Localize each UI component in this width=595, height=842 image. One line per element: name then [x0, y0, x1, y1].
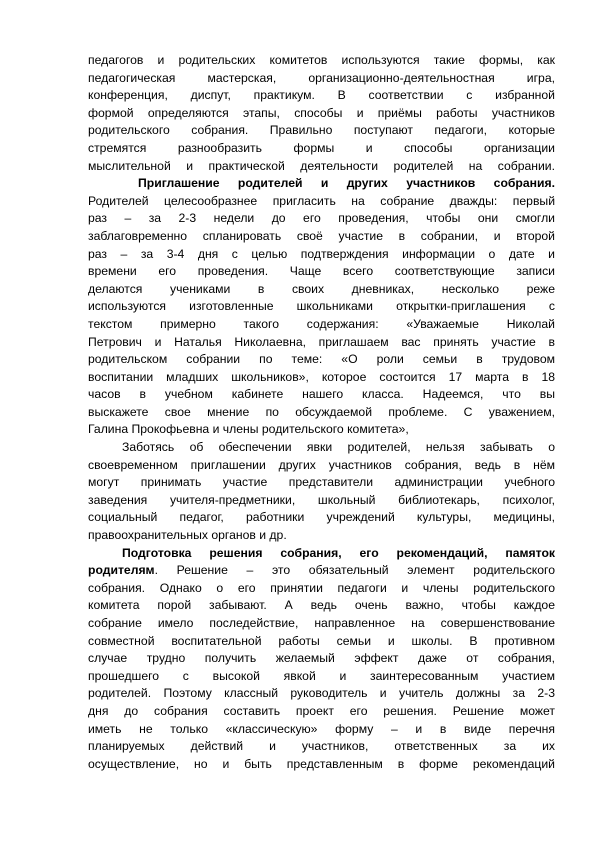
text-line: планируемых действий и участников, ответственных за их — [88, 739, 555, 754]
text-line: делаются учениками в своих дневниках, несколько реже — [88, 281, 555, 296]
text-line: раз – за 3-4 дня с целью подтверждения информации о дате и — [88, 246, 555, 261]
text-line: дня до собрания составить проект его решения. Решение может — [88, 703, 555, 718]
text-line: своевременном приглашении других участников собрания, ведь в нём — [88, 457, 555, 472]
paragraph-start-line: Заботясь об обеспечении явки родителей, нельзя забывать о — [122, 440, 555, 455]
document-page — [88, 52, 555, 773]
text-line: могут принимать участие представители администрации учебного — [88, 475, 555, 490]
text-line: конференция, диспут, практикум. В соответствии с избранной — [88, 88, 555, 103]
text-line: часов в учебном кабинете нашего класса. Надеемся, что вы — [88, 387, 555, 402]
text-line: текстом примерно такого содержания: «Уважаемые Николай — [88, 316, 555, 331]
text-line: родителей. Поэтому классный руководитель и учитель должны за 2-3 — [88, 686, 555, 701]
text-line: совместной воспитательной работы семьи и школы. В противном — [88, 633, 555, 648]
text-line: собрания. Однако о его принятии педагоги и члены родительского — [88, 580, 555, 595]
text-line: заведения учителя-предметники, школьный библиотекарь, психолог, — [88, 492, 555, 507]
text-fragment: . Решение – это обязательный элемент родительского — [154, 563, 555, 578]
text-line: комитета порой забывают. А ведь очень важно, чтобы каждое — [88, 598, 555, 613]
text-line: воспитании младших школьников», которое состоится 17 марта в 18 — [88, 369, 555, 384]
text-line: педагогическая мастерская, организационно-деятельностная игра, — [88, 70, 555, 85]
text-line: прошедшего с высокой явкой и заинтересованным участием — [88, 668, 555, 683]
text-line: заблаговременно спланировать своё участие в собрании, и второй — [88, 228, 555, 243]
text-line: Петрович и Наталья Николаевна, приглашаем вас принять участие в — [88, 334, 555, 349]
text-line: педагогов и родительских комитетов используются такие формы, как — [88, 53, 555, 67]
text-line: времени его проведения. Чаще всего соответствующие записи — [88, 264, 555, 279]
text-line: формой определяются этапы, способы и приёмы работы участников — [88, 105, 555, 120]
text-line: случае трудно получить желаемый эффект даже от собрания, — [88, 651, 555, 666]
text-line: собрание имело последействие, направленное на совершенствование — [88, 616, 555, 630]
text-line: родительском собрании по теме: «О роли семьи в трудовом — [88, 352, 555, 367]
text-line: выскажете свое мнение по обсуждаемой проблеме. С уважением, — [88, 404, 555, 419]
text-line: социальный педагог, работники учреждений культуры, медицины, — [88, 510, 555, 525]
text-line: родительского собрания. Правильно поступают педагоги, которые — [88, 123, 555, 138]
text-line: раз – за 2-3 недели до его проведения, чтобы они смогли — [88, 211, 555, 226]
text-line: Галина Прокофьевна и члены родительского комитета», — [88, 422, 409, 437]
mixed-line — [88, 562, 555, 580]
section-heading-decision-end: родителям — [88, 563, 155, 578]
text-line: мыслительной и практической деятельности родителей на собрании. — [88, 158, 555, 173]
text-line: иметь не только «классическую» форму – и в виде перечня — [88, 721, 555, 736]
section-heading-invitation: Приглашение родителей и других участников собрания. — [138, 176, 555, 191]
text-line: стремятся разнообразить формы и способы организации — [88, 140, 555, 155]
text-line: используются изготовленные школьниками открытки-приглашения с — [88, 299, 555, 314]
section-heading-decision: Подготовка решения собрания, его рекомендаций, памяток — [122, 545, 555, 560]
text-line: Родителей целесообразнее пригласить на собрание дважды: первый — [88, 193, 555, 208]
text-line: осуществление, но и быть представленным в форме рекомендаций — [88, 756, 555, 771]
text-line: правоохранительных органов и др. — [88, 528, 287, 543]
